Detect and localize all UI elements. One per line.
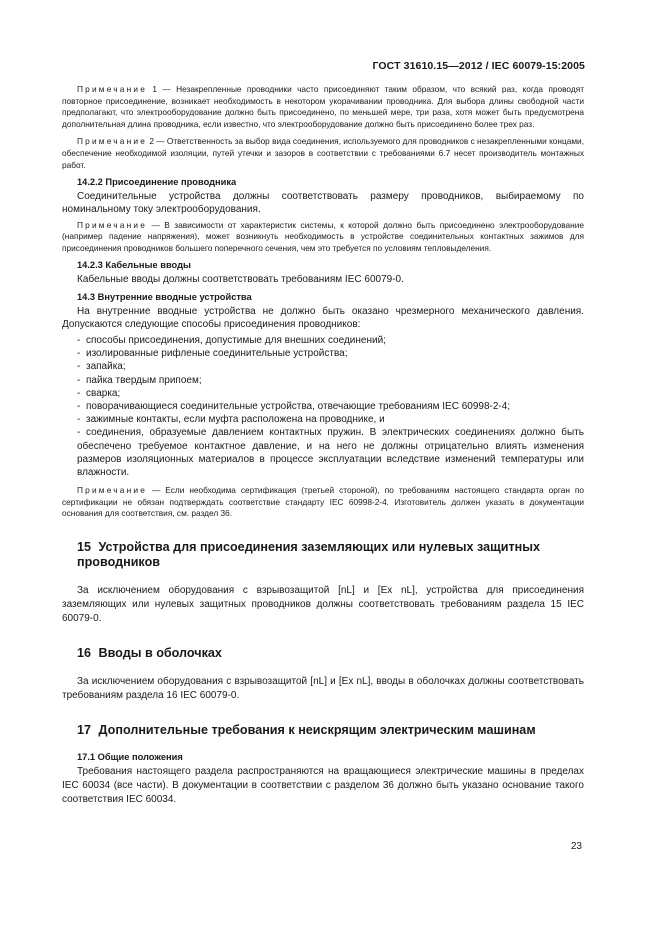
note-label: Примечание bbox=[77, 219, 148, 230]
connection-methods-list bbox=[62, 334, 584, 479]
page-number: 23 bbox=[570, 841, 582, 852]
section-14-3-heading: 14.3 Внутренние вводные устройства bbox=[77, 291, 252, 302]
list-item: - запайка; bbox=[77, 361, 126, 373]
section-16-heading: 16 Вводы в оболочках bbox=[77, 645, 222, 660]
note-4 bbox=[62, 485, 584, 520]
list-item: - соединения, образуемые давлением контактных пружин. В электрических соединениях должно быть обеспечено требуемое контактное давление, и на него не должны отрицательно влиять изменения размеров изоляционных материалов в процессе эксплуатации вследствие изменений температуры или влажности. bbox=[77, 427, 584, 478]
list-item: - способы присоединения, допустимые для внешних соединений; bbox=[77, 334, 386, 346]
list-item: - сварка; bbox=[77, 387, 121, 399]
note-text: 1 — Незакрепленные проводники часто присоединяют таким образом, что всякий раз, когда проводят повторное присоединение, возникает необходимость в некотором укорачивании проводника. Для выбора длины свободной части предполагают, что электрооборудование должно быть присоединено, по меньшей мере, три раза, хотя может быть предусмотрена дополнительная длина проводника, если известно, что электрооборудование должно быть присоединено более трех раз. bbox=[62, 84, 584, 129]
page-content bbox=[62, 84, 584, 810]
section-15-text: За исключением оборудования с взрывозащитой [nL] и [Ex nL], устройства для присоединения заземляющих или нулевых защитных проводников должны соответствовать требованиям раздела 15 IEC 60079-0. bbox=[62, 584, 584, 624]
list-item: - пайка твердым припоем; bbox=[77, 374, 202, 386]
section-14-2-3-heading: 14.2.3 Кабельные вводы bbox=[77, 260, 191, 271]
note-label: Примечание bbox=[77, 84, 148, 94]
note-text: — В зависимости от характеристик системы, к которой должно быть присоединено электрооборудование (например падение напряжения), может возникнуть необходимость в устройстве соединительных контактных зажимов для присоединения проводников большего поперечного сечения, чем это требуется по условиям тепловыделения. bbox=[62, 219, 584, 253]
section-17-heading: 17 Дополнительные требования к неискрящим электрическим машинам bbox=[77, 722, 536, 737]
section-14-2-2-text: Соединительные устройства должны соответствовать размеру проводников, выбираемому по номинальному току электрооборудования. bbox=[62, 191, 584, 216]
section-14-2-3-text: Кабельные вводы должны соответствовать требованиям IEC 60079-0. bbox=[77, 274, 404, 286]
standard-header: ГОСТ 31610.15—2012 / IEC 60079-15:2005 bbox=[372, 60, 585, 72]
section-14-2-2-heading: 14.2.2 Присоединение проводника bbox=[77, 177, 237, 188]
section-17-1-text: Требования настоящего раздела распространяются на вращающиеся электрические машины в пределах IEC 60034 (все части). В документации в соответствии с разделом 36 должно быть указано основание такого соответствия IEC 60034. bbox=[62, 765, 584, 805]
note-3 bbox=[62, 220, 584, 255]
note-label: Примечание bbox=[77, 485, 148, 496]
note-1 bbox=[62, 84, 584, 130]
section-16-text: За исключением оборудования с взрывозащитой [nL] и [Ex nL], вводы в оболочках должны соответствовать требованиям раздела 16 IEC 60079-0. bbox=[62, 675, 584, 701]
section-17-1-heading: 17.1 Общие положения bbox=[77, 751, 183, 762]
section-15-heading: 15 Устройства для присоединения заземляющих или нулевых защитных проводников bbox=[77, 539, 540, 569]
note-label: Примечание bbox=[77, 136, 148, 147]
section-14-3-intro: На внутренние вводные устройства не должно быть оказано чрезмерного механического давления. Допускаются следующие способы присоединения проводников: bbox=[62, 305, 584, 330]
list-item: - поворачивающиеся соединительные устройства, отвечающие требованиям IEC 60998-2-4; bbox=[77, 400, 511, 412]
list-item: - зажимные контакты, если муфта расположена на проводнике, и bbox=[77, 414, 385, 426]
note-text: — Если необходима сертификация (третьей стороной), по требованиям настоящего стандарта орган по сертификации не обязан подтверждать соответствие стандарту IEC 60998-2-4. Изготовитель должен указать в документации основания для соответствия, см. раздел 36. bbox=[62, 485, 584, 519]
note-2 bbox=[62, 136, 584, 171]
note-text: 2 — Ответственность за выбор вида соединения, используемого для проводников с незакрепленными концами, обеспечение необходимой изоляции, путей утечки и зазоров в соответствии с требованиями 6.7 несет производитель монтажных работ. bbox=[62, 136, 584, 170]
list-item: - изолированные рифленые соединительные устройства; bbox=[77, 348, 348, 360]
